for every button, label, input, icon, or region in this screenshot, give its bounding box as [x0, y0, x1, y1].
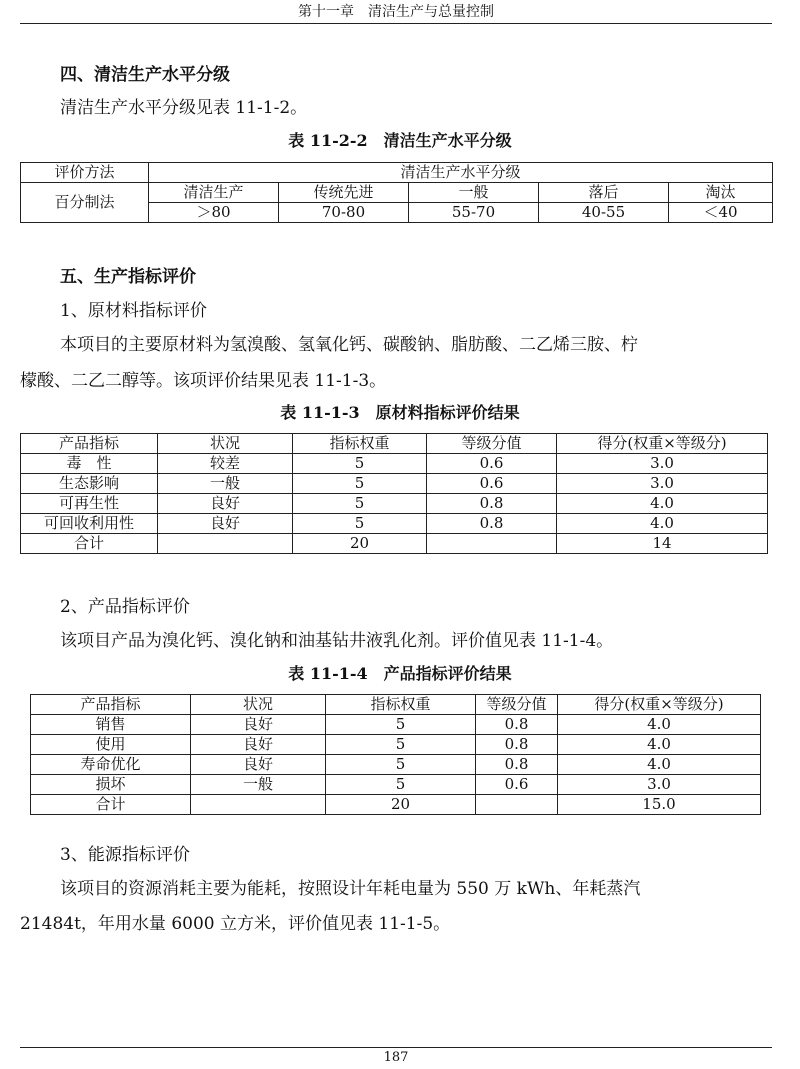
table-cell: 可回收利用性 [21, 514, 158, 534]
table-cell: 4.0 [557, 494, 768, 514]
table-cell: 14 [557, 534, 768, 554]
table-cell: 损坏 [31, 775, 191, 795]
table-header: 状况 [191, 695, 326, 715]
grading-method-label: 百分制法 [21, 183, 149, 223]
table-cell: 毒 性 [21, 454, 158, 474]
table-row [21, 514, 768, 534]
table-cell: 0.8 [476, 755, 558, 775]
table-cell: 5 [293, 474, 427, 494]
table-header: 等级分值 [476, 695, 558, 715]
paragraph-1-line-1: 本项目的主要原材料为氢溴酸、氢氧化钙、碳酸钠、脂肪酸、二乙烯三胺、柠 [60, 335, 638, 355]
table-cell: 5 [293, 494, 427, 514]
section-5-heading: 五、生产指标评价 [60, 267, 196, 287]
subsection-2-heading: 2、产品指标评价 [60, 597, 190, 617]
table-cell: 5 [326, 715, 476, 735]
table-cell: 15.0 [558, 795, 761, 815]
table-row [31, 715, 761, 735]
table-row-total [21, 534, 768, 554]
table-11-1-3-caption: 表 11-1-3 原材料指标评价结果 [280, 403, 520, 422]
table-row [31, 775, 761, 795]
table-cell: 4.0 [558, 715, 761, 735]
level-header: 清洁生产 [149, 183, 279, 203]
table-cell: 5 [326, 775, 476, 795]
table-cell: 良好 [191, 735, 326, 755]
table-cell: 4.0 [558, 735, 761, 755]
table-cell: 0.8 [476, 735, 558, 755]
table-header: 指标权重 [326, 695, 476, 715]
table-cell [427, 534, 557, 554]
table-row-total [31, 795, 761, 815]
table-cell: 良好 [191, 755, 326, 775]
table-cell: 5 [326, 755, 476, 775]
product-indicator-table [30, 694, 761, 815]
table-row [31, 735, 761, 755]
table-row [21, 454, 768, 474]
level-header: 传统先进 [279, 183, 409, 203]
table-11-1-4-caption: 表 11-1-4 产品指标评价结果 [288, 664, 512, 683]
table-cell: 0.8 [427, 494, 557, 514]
table-cell: 3.0 [557, 454, 768, 474]
level-value: 70-80 [279, 203, 409, 223]
table-cell [191, 795, 326, 815]
table-cell: 销售 [31, 715, 191, 735]
table-cell: 4.0 [557, 514, 768, 534]
section-4-text: 清洁生产水平分级见表 11-1-2。 [60, 98, 308, 118]
table-cell: 20 [326, 795, 476, 815]
table-cell: 良好 [191, 715, 326, 735]
table-cell: 良好 [158, 494, 293, 514]
grading-table [20, 162, 773, 223]
raw-material-table [20, 433, 768, 554]
table-cell [476, 795, 558, 815]
table-row [21, 494, 768, 514]
table-cell: 一般 [191, 775, 326, 795]
table-header: 产品指标 [31, 695, 191, 715]
grading-group-header: 清洁生产水平分级 [149, 163, 773, 183]
table-cell: 0.6 [427, 474, 557, 494]
table-cell: 0.6 [476, 775, 558, 795]
table-cell [158, 534, 293, 554]
table-cell: 可再生性 [21, 494, 158, 514]
level-value: 40-55 [539, 203, 669, 223]
table-cell: 3.0 [558, 775, 761, 795]
page-number: 187 [20, 1047, 772, 1068]
level-value: 55-70 [409, 203, 539, 223]
table-header: 产品指标 [21, 434, 158, 454]
table-cell: 一般 [158, 474, 293, 494]
level-value: ＞80 [149, 203, 279, 223]
table-cell: 使用 [31, 735, 191, 755]
table-cell: 0.8 [476, 715, 558, 735]
table-row [31, 755, 761, 775]
table-11-2-2-caption: 表 11-2-2 清洁生产水平分级 [288, 131, 512, 150]
paragraph-3-line-2: 21484t，年用水量 6000 立方米，评价值见表 11-1-5。 [20, 914, 451, 934]
paragraph-1-line-2: 檬酸、二乙二醇等。该项评价结果见表 11-1-3。 [20, 371, 387, 391]
table-cell: 5 [326, 735, 476, 755]
table-header: 得分(权重×等级分) [557, 434, 768, 454]
table-header: 指标权重 [293, 434, 427, 454]
table-cell: 0.8 [427, 514, 557, 534]
table-cell: 5 [293, 454, 427, 474]
table-cell: 3.0 [557, 474, 768, 494]
paragraph-3-line-1: 该项目的资源消耗主要为能耗，按照设计年耗电量为 550 万 kWh、年耗蒸汽 [60, 879, 641, 899]
table-cell: 合计 [21, 534, 158, 554]
subsection-3-heading: 3、能源指标评价 [60, 845, 190, 865]
section-4-heading: 四、清洁生产水平分级 [60, 65, 230, 85]
table-cell: 合计 [31, 795, 191, 815]
level-header: 落后 [539, 183, 669, 203]
grading-method-header: 评价方法 [21, 163, 149, 183]
subsection-1-heading: 1、原材料指标评价 [60, 301, 207, 321]
level-header: 淘汰 [669, 183, 773, 203]
table-header: 状况 [158, 434, 293, 454]
table-cell: 良好 [158, 514, 293, 534]
table-header: 等级分值 [427, 434, 557, 454]
table-cell: 5 [293, 514, 427, 534]
level-header: 一般 [409, 183, 539, 203]
level-value: ＜40 [669, 203, 773, 223]
table-cell: 寿命优化 [31, 755, 191, 775]
table-header: 得分(权重×等级分) [558, 695, 761, 715]
table-row [21, 474, 768, 494]
table-cell: 20 [293, 534, 427, 554]
page-header: 第十一章 清洁生产与总量控制 [20, 0, 772, 24]
table-cell: 生态影响 [21, 474, 158, 494]
table-cell: 4.0 [558, 755, 761, 775]
paragraph-2: 该项目产品为溴化钙、溴化钠和油基钻井液乳化剂。评价值见表 11-1-4。 [60, 631, 614, 651]
table-cell: 0.6 [427, 454, 557, 474]
table-cell: 较差 [158, 454, 293, 474]
